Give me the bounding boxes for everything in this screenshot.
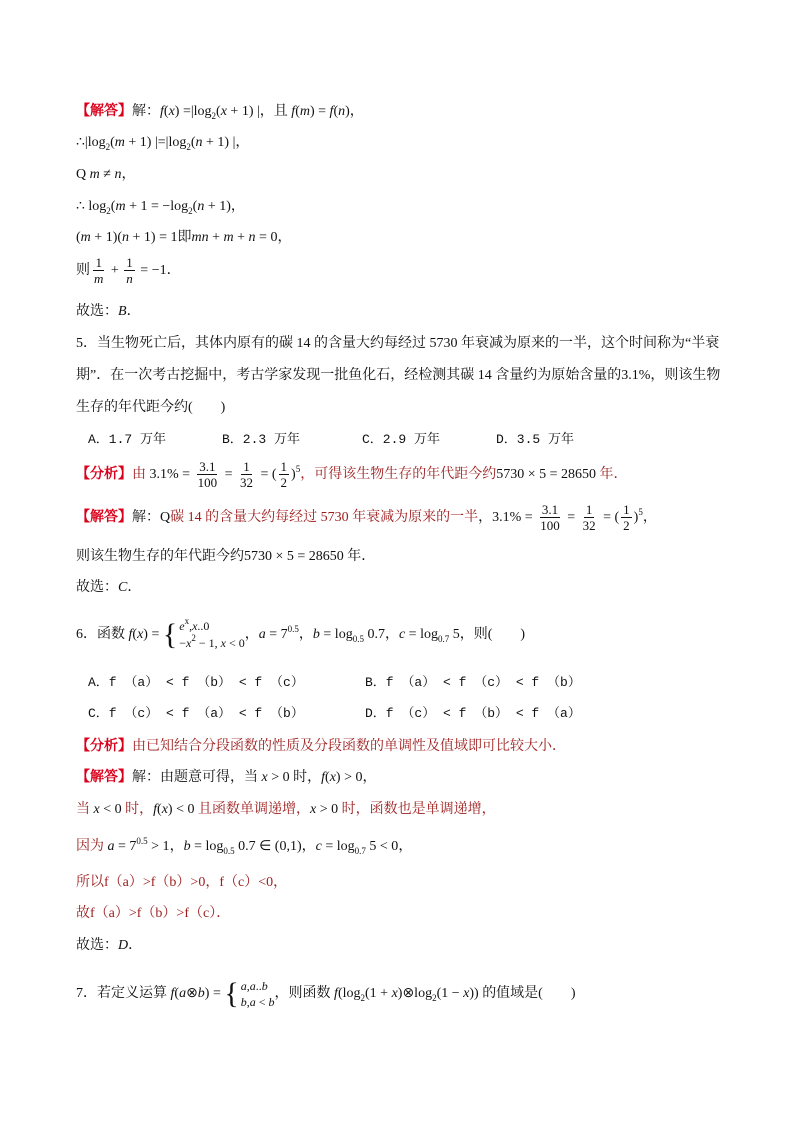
math-variable: n <box>197 199 205 214</box>
math-variable: f <box>153 802 158 817</box>
math-variable: a <box>107 839 115 854</box>
fraction <box>538 502 562 533</box>
math-variable: x <box>220 635 226 650</box>
q7-stem <box>76 974 576 1014</box>
math-expression: > 0 <box>316 802 339 817</box>
math-variable: b <box>268 994 275 1009</box>
math-variable: x <box>186 635 192 650</box>
text: ， <box>478 510 493 525</box>
math-expression: 3.1% = <box>149 467 194 482</box>
piecewise-case <box>241 978 275 994</box>
q5-answer <box>76 568 141 608</box>
section-tag: 【解答】 <box>76 510 132 525</box>
math-expression: < <box>255 994 269 1009</box>
subscript: 2 <box>106 206 111 216</box>
q5-options <box>0 420 794 460</box>
math-expression: ( <box>174 986 180 1001</box>
math-variable: x <box>463 986 470 1001</box>
fraction-denominator: 32 <box>239 475 253 491</box>
math-variable: a <box>258 627 266 642</box>
math-variable: n <box>122 230 130 245</box>
fraction-denominator: 2 <box>280 475 288 491</box>
highlighted-text: 碳 14 的含量大约每经过 5730 年衰减为原来的一半 <box>170 510 479 525</box>
text: 5．当生物死亡后，其体内原有的碳 14 的含量大约每经过 5730 年衰减为原来的一半，这个时间称为“半衰 <box>76 336 720 351</box>
math-expression: ( <box>295 104 300 119</box>
math-expression: + 1)( <box>90 230 123 245</box>
fraction-numerator: 3.1 <box>541 502 559 518</box>
math-variable: c <box>398 627 406 642</box>
fraction-denominator: m <box>94 271 104 287</box>
math-expression: 3.1% <box>621 368 651 383</box>
math-expression: (1 + <box>365 986 392 1001</box>
highlighted-text: 当 <box>76 802 94 817</box>
subscript: 2 <box>186 142 191 152</box>
fraction-numerator: 1 <box>243 459 250 475</box>
math-variable: m <box>114 135 125 150</box>
highlighted-text: 时，函数也是单调递增， <box>338 802 496 817</box>
fraction-denominator: 32 <box>582 518 596 534</box>
math-expression: ) <box>633 510 639 525</box>
math-expression: .. <box>255 978 262 993</box>
highlighted-text: 由已知结合分段函数的性质及分段函数的单调性及值域即可比较大小． <box>132 739 566 754</box>
highlighted-text: 因为 <box>76 839 108 854</box>
q6-solution-line-2 <box>76 790 496 830</box>
math-expression: < 0 <box>225 635 245 650</box>
text: ， <box>121 167 136 182</box>
math-expression: Q <box>160 510 171 525</box>
math-variable: f <box>329 104 334 119</box>
subscript: 2 <box>360 993 365 1003</box>
math-expression: > 1 <box>147 839 170 854</box>
math-variable: b <box>183 839 191 854</box>
math-expression: = −1 <box>136 263 167 278</box>
text: ， <box>169 839 184 854</box>
math-expression: = 0 <box>255 230 278 245</box>
math-expression: 5 < 0 <box>365 839 399 854</box>
q5-option-a: A．1.7 万年 <box>88 432 167 447</box>
fraction-denominator: n <box>126 271 133 287</box>
math-expression: ) = <box>143 627 163 642</box>
math-expression: = ( <box>599 510 620 525</box>
q6-option-c: C．f （c） < f （a） < f （b） <box>88 706 304 721</box>
math-variable: a <box>240 978 247 993</box>
math-expression: ( <box>333 104 339 119</box>
math-expression: ) =|log <box>174 104 212 119</box>
fraction-numerator: 1 <box>623 502 630 518</box>
text: ， <box>230 199 245 214</box>
fraction-denominator: 2 <box>623 518 630 534</box>
text: 解： <box>132 510 160 525</box>
superscript: 5 <box>638 507 643 517</box>
math-variable: b <box>197 986 205 1001</box>
fraction-denominator: 100 <box>540 518 560 534</box>
math-variable: x <box>137 627 144 642</box>
math-expression: ( <box>110 135 115 150</box>
text: 则该生物生存的年代距今约 <box>76 549 244 564</box>
fraction <box>279 459 290 490</box>
math-variable: f <box>128 627 133 642</box>
math-variable: x <box>329 770 336 785</box>
text: ， <box>642 510 657 525</box>
q6-solution-line-3 <box>76 827 412 867</box>
text: 故选： <box>76 938 118 953</box>
text: 年． <box>343 549 376 564</box>
q6-answer <box>76 926 142 966</box>
math-variable: n <box>338 104 346 119</box>
math-variable: x <box>93 802 100 817</box>
math-expression: + <box>107 263 123 278</box>
highlighted-text: 且函数单调递增， <box>194 802 310 817</box>
math-expression: ..0 <box>197 618 210 633</box>
fraction-denominator: 100 <box>197 475 218 491</box>
math-expression: ) > 0 <box>335 770 363 785</box>
subscript: 0.7 <box>354 846 366 856</box>
math-expression: (1 − <box>436 986 464 1001</box>
math-variable: f <box>321 770 326 785</box>
math-expression: Q <box>76 167 90 182</box>
math-expression: + 1) = 1 <box>129 230 178 245</box>
text: ， <box>362 770 377 785</box>
math-expression: > 0 <box>267 770 290 785</box>
text: 生存的年代距今约( ) <box>76 400 226 415</box>
math-variable: f <box>170 986 175 1001</box>
math-expression: 5 <box>449 627 460 642</box>
math-variable: m <box>80 230 91 245</box>
math-expression: ) <box>291 467 296 482</box>
fraction-numerator: 1 <box>126 255 133 271</box>
math-variable: f <box>334 986 338 1001</box>
math-expression: = <box>221 467 236 482</box>
text: 7．若定义运算 <box>76 986 171 1001</box>
text: ． <box>126 304 141 319</box>
text: 6．函数 <box>76 627 129 642</box>
text: 解：由题意可得，当 <box>132 770 262 785</box>
math-variable: x <box>309 802 317 817</box>
fraction <box>92 255 105 286</box>
q5-option-d: D．3.5 万年 <box>496 432 575 447</box>
math-expression: 5730 × 5 = 28650 <box>244 549 344 564</box>
math-expression: = log <box>321 839 355 854</box>
math-variable: a <box>249 978 256 993</box>
math-expression: )) <box>469 986 479 1001</box>
section-tag: 【解答】 <box>76 770 132 785</box>
math-variable: f <box>160 104 164 119</box>
math-expression: + 1) <box>204 199 231 214</box>
math-variable: m <box>299 104 310 119</box>
piecewise-case <box>179 615 245 635</box>
math-variable: B <box>118 304 127 319</box>
math-variable: b <box>312 627 320 642</box>
math-expression: ) <box>345 104 350 119</box>
text: ， <box>235 135 250 150</box>
text: 则 <box>76 263 90 278</box>
q5-solution-line-1 <box>76 498 657 538</box>
subscript: 2 <box>105 142 111 152</box>
piecewise-case <box>179 632 245 652</box>
q6-stem <box>76 615 525 655</box>
text: ， <box>384 627 399 642</box>
math-variable: a <box>179 986 187 1001</box>
fraction <box>124 255 135 286</box>
fraction <box>621 502 632 533</box>
math-expression: ∴ log <box>76 199 107 214</box>
section-tag: 【分析】 <box>76 467 132 482</box>
text: 期”．在一次考古挖掘中，考古学家发现一批鱼化石，经检测其碳 14 含量约为原始含量的 <box>76 368 622 383</box>
fraction-numerator: 1 <box>95 255 102 271</box>
math-expression: = 7 <box>265 627 288 642</box>
math-expression: = 7 <box>114 839 137 854</box>
q5-analysis <box>76 455 628 495</box>
math-expression: ( <box>216 104 221 119</box>
highlighted-text: 年． <box>596 467 628 482</box>
math-expression: )⊗log <box>397 986 433 1001</box>
fraction-numerator: 1 <box>280 459 288 475</box>
highlighted-text: 时， <box>121 802 154 817</box>
piecewise-case <box>241 994 275 1010</box>
q6-option-a: A．f （a） < f （b） < f （c） <box>88 675 304 690</box>
q4-solution-line-6 <box>76 251 181 291</box>
fraction <box>196 459 220 490</box>
math-variable: x <box>161 802 168 817</box>
math-expression: ( <box>163 104 169 119</box>
section-tag: 【解答】 <box>76 104 132 119</box>
highlighted-text: 故f（a）>f（b）>f（c）． <box>76 906 231 921</box>
math-expression: ≠ <box>99 167 115 182</box>
math-variable: n <box>114 167 122 182</box>
math-expression: ( <box>110 199 116 214</box>
highlighted-text: 所以f（a）>f（b）>0，f（c）<0， <box>76 875 288 890</box>
math-variable: C <box>118 580 128 595</box>
math-expression: ( <box>132 627 138 642</box>
math-expression: = log <box>319 627 353 642</box>
fraction-numerator: 3.1 <box>199 459 216 475</box>
math-expression: ) = <box>204 986 225 1001</box>
math-variable: m <box>115 199 126 214</box>
piecewise-definition <box>224 977 274 1011</box>
math-variable: m <box>223 230 234 245</box>
highlighted-text: 由 <box>132 467 150 482</box>
fraction <box>581 502 598 533</box>
math-variable: m <box>89 167 100 182</box>
subscript: 0.7 <box>437 634 450 644</box>
text: ． <box>166 263 181 278</box>
text: 即 <box>177 230 192 245</box>
text: 时， <box>289 770 322 785</box>
math-expression: 3.1% = <box>492 510 537 525</box>
math-expression: (log <box>337 986 361 1001</box>
math-expression: , <box>189 618 193 633</box>
text: ， <box>398 839 413 854</box>
math-expression: ) = <box>309 104 330 119</box>
math-expression: ( <box>76 230 81 245</box>
text: ， <box>277 230 292 245</box>
math-expression: − 1, <box>195 635 221 650</box>
highlighted-text: ，可得该生物生存的年代距今约 <box>300 467 497 482</box>
text: 解： <box>132 104 160 119</box>
math-expression: = ( <box>256 467 277 482</box>
section-tag: 【分析】 <box>76 739 132 754</box>
math-variable: n <box>248 230 256 245</box>
math-expression: + 1) |=|log <box>124 135 187 150</box>
superscript: 0.5 <box>287 624 299 634</box>
q5-option-b: B．2.3 万年 <box>222 432 301 447</box>
math-variable: c <box>315 839 322 854</box>
text: ． <box>127 580 142 595</box>
text: ，则该生物 <box>650 368 721 383</box>
subscript: 0.5 <box>352 634 364 644</box>
math-expression: ∴|log <box>76 135 106 150</box>
text: 故选： <box>76 304 118 319</box>
piecewise-cases <box>241 978 275 1010</box>
math-expression: + 1 = −log <box>125 199 189 214</box>
text: ， <box>349 104 364 119</box>
math-expression: ) < 0 <box>167 802 195 817</box>
math-expression: ( <box>325 770 330 785</box>
math-variable: n <box>195 135 203 150</box>
text: ， <box>298 627 313 642</box>
math-expression: < 0 <box>99 802 122 817</box>
superscript: 2 <box>191 632 196 643</box>
math-expression: = <box>563 510 579 525</box>
math-variable: x <box>261 770 268 785</box>
subscript: 0.5 <box>223 846 235 856</box>
math-expression: + 1) | <box>202 135 236 150</box>
text: ， <box>301 839 316 854</box>
q6-option-b: B．f （a） < f （c） < f （b） <box>365 675 581 690</box>
math-expression: 0.7 ∈ (0,1) <box>234 839 302 854</box>
math-expression: − <box>179 635 187 650</box>
superscript: 0.5 <box>136 836 148 846</box>
subscript: 2 <box>188 206 193 216</box>
math-variable: D <box>118 938 129 953</box>
piecewise-definition <box>163 615 245 652</box>
fraction-numerator: 1 <box>585 502 593 518</box>
math-variable: b <box>240 994 247 1009</box>
text: ，且 <box>259 104 292 119</box>
math-variable: mn <box>191 230 209 245</box>
math-variable: x <box>220 104 227 119</box>
piecewise-cases <box>179 615 245 652</box>
math-expression: 0.7 <box>363 627 385 642</box>
math-expression: + 1) | <box>226 104 260 119</box>
math-expression: ( <box>157 802 162 817</box>
text: ． <box>128 938 143 953</box>
math-expression: 5730 × 5 = 28650 <box>496 467 596 482</box>
math-expression: + <box>208 230 224 245</box>
text: ， <box>244 627 259 642</box>
text: 故选： <box>76 580 118 595</box>
math-variable: a <box>249 994 256 1009</box>
fraction <box>238 459 255 490</box>
math-variable: f <box>291 104 296 119</box>
math-expression: ⊗ <box>186 986 198 1001</box>
text: ，则( ) <box>459 627 526 642</box>
q6-option-d: D．f （c） < f （b） < f （a） <box>365 706 581 721</box>
math-variable: e <box>179 618 185 633</box>
math-variable: x <box>168 104 175 119</box>
math-expression: ( <box>192 199 198 214</box>
text: 的值域是( ) <box>478 986 576 1001</box>
math-expression: = log <box>190 839 224 854</box>
math-expression: ( <box>190 135 196 150</box>
math-expression: , <box>246 994 250 1009</box>
text: ，则函数 <box>274 986 335 1001</box>
superscript: 5 <box>295 464 301 474</box>
math-expression: , <box>246 978 250 993</box>
math-variable: x <box>192 618 198 633</box>
q5-option-c: C．2.9 万年 <box>362 432 441 447</box>
math-variable: b <box>261 978 268 993</box>
math-expression: = log <box>405 627 438 642</box>
math-variable: x <box>391 986 398 1001</box>
math-expression: + <box>233 230 249 245</box>
subscript: 2 <box>211 111 217 121</box>
subscript: 2 <box>432 993 437 1003</box>
superscript: x <box>184 615 190 626</box>
